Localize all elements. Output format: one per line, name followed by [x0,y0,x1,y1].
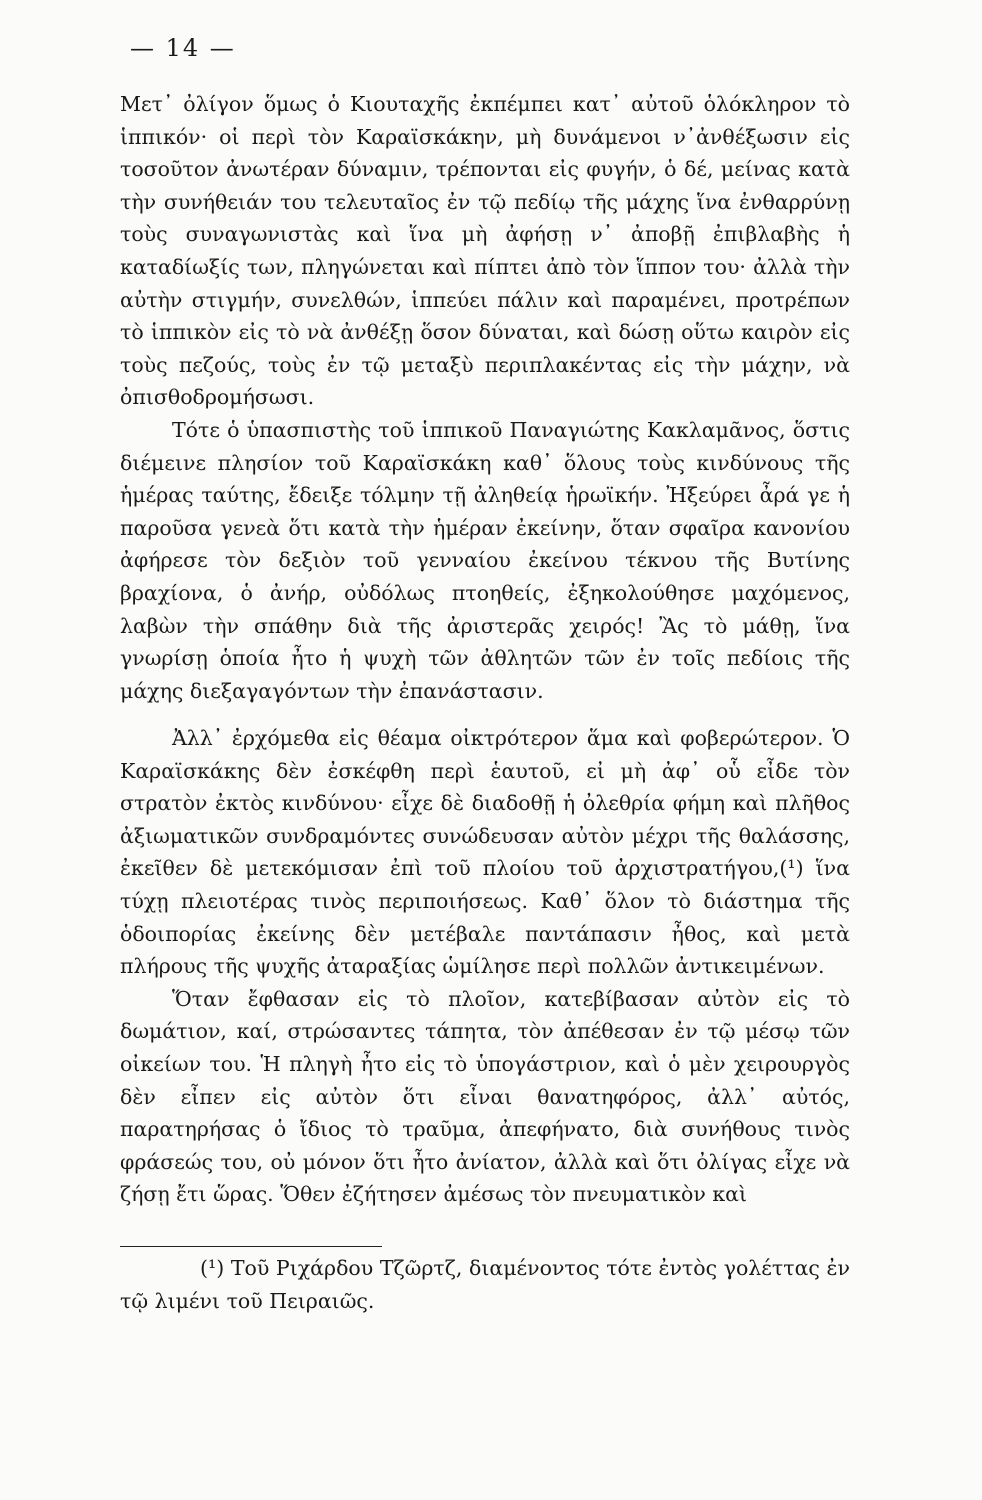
footnote-1: (¹) Τοῦ Ριχάρδου Τζῶρτζ, διαμένοντος τότε ἐντὸς γολέττας ἐν τῷ λιμένι τοῦ Πειραιῶς. [120,1256,850,1313]
body-text-lower [120,722,850,1211]
paragraph-2: Τότε ὁ ὑπασπιστὴς τοῦ ἱππικοῦ Παναγιώτης Κακλαμᾶνος, ὅστις διέμεινε πλησίον τοῦ Καραϊσκάκη καθ᾽ ὅλους τοὺς κινδύνους τῆς ἡμέρας ταύτης, ἔδειξε τόλμην τῇ ἀληθείᾳ ἡρωϊκήν. Ἠξεύρει ἆρά γε ἡ παροῦσα γενεὰ ὅτι κατὰ τὴν ἡμέραν ἐκείνην, ὅταν σφαῖρα κανονίου ἀφήρεσε τὸν δεξιὸν τοῦ γενναίου ἐκείνου τέκνου τῆς Βυτίνης βραχίονα, ὁ ἀνήρ, οὐδόλως πτοηθείς, ἐξηκολούθησε μαχόμενος, λαβὼν τὴν σπάθην διὰ τῆς ἀριστερᾶς χειρός! Ἂς τὸ μάθῃ, ἵνα γνωρίσῃ ὁποία ἦτο ἡ ψυχὴ τῶν ἀθλητῶν τῶν ἐν τοῖς πεδίοις τῆς μάχης διεξαγαγόντων τὴν ἐπανάστασιν. [120,417,850,703]
paragraph-3: Ἀλλ᾽ ἐρχόμεθα εἰς θέαμα οἰκτρότερον ἅμα καὶ φοβερώτερον. Ὁ Καραϊσκάκης δὲν ἐσκέφθη περὶ ἑαυτοῦ, εἰ μὴ ἀφ᾽ οὗ εἶδε τὸν στρατὸν ἐκτὸς κινδύνου· εἶχε δὲ διαδοθῇ ἡ ὀλεθρία φήμη καὶ πλῆθος ἀξιωματικῶν συνδραμόντες συνώδευσαν αὐτὸν μέχρι τῆς θαλάσσης, ἐκεῖθεν δὲ μετεκόμισαν ἐπὶ τοῦ πλοίου τοῦ ἀρχιστρατήγου,(¹) ἵνα τύχῃ πλειοτέρας τινὸς περιποιήσεως. Καθ᾽ ὅλον τὸ διάστημα τῆς ὁδοιπορίας ἐκείνης δὲν μετέβαλε παντάπασιν ἦθος, καὶ μετὰ πλήρους τῆς ψυχῆς ἀταραξίας ὡμίλησε περὶ πολλῶν ἀντικειμένων. [120,726,850,979]
footnotes [120,1252,850,1318]
footnote-divider [120,1246,382,1247]
page-number: — 14 — [130,34,236,62]
paragraph-4: Ὅταν ἔφθασαν εἰς τὸ πλοῖον, κατεβίβασαν αὐτὸν εἰς τὸ δωμάτιον, καί, στρώσαντες τάπητα, τὸν ἀπέθεσαν ἐν τῷ μέσῳ τῶν οἰκείων του. Ἡ πληγὴ ἦτο εἰς τὸ ὑπογάστριον, καὶ ὁ μὲν χειρουργὸς δὲν εἶπεν εἰς αὐτὸν ὅτι εἶναι θανατηφόρος, ἀλλ᾽ αὐτός, παρατηρήσας ὁ ἴδιος τὸ τραῦμα, ἀπεφήνατο, διὰ συνήθους τινὸς φράσεώς του, οὐ μόνον ὅτι ἦτο ἀνίατον, ἀλλὰ καὶ ὅτι ὀλίγας εἶχε νὰ ζήσῃ ἔτι ὥρας. Ὅθεν ἐζήτησεν ἀμέσως τὸν πνευματικὸν καὶ [120,986,850,1207]
body-text-upper [120,88,850,707]
paragraph-1: Μετ᾽ ὀλίγον ὅμως ὁ Κιουταχῆς ἐκπέμπει κατ᾽ αὐτοῦ ὁλόκληρον τὸ ἱππικόν· οἱ περὶ τὸν Καραϊσκάκην, μὴ δυνάμενοι ν᾽ἀνθέξωσιν εἰς τοσοῦτον ἀνωτέραν δύναμιν, τρέπονται εἰς φυγήν, ὁ δέ, μείνας κατὰ τὴν συνήθειάν του τελευταῖος ἐν τῷ πεδίῳ τῆς μάχης ἵνα ἐνθαρρύνῃ τοὺς συναγωνιστὰς καὶ ἵνα μὴ ἀφήσῃ ν᾽ ἀποβῇ ἐπιβλαβὴς ἡ καταδίωξίς των, πληγώνεται καὶ πίπτει ἀπὸ τὸν ἵππον του· ἀλλὰ τὴν αὐτὴν στιγμήν, συνελθών, ἱππεύει πάλιν καὶ παραμένει, προτρέπων τὸ ἱππικὸν εἰς τὸ νὰ ἀνθέξῃ ὅσον δύναται, καὶ δώσῃ οὕτω καιρὸν εἰς τοὺς πεζούς, τοὺς ἐν τῷ μεταξὺ περιπλακέντας εἰς τὴν μάχην, νὰ ὀπισθοδρομήσωσι. [120,92,850,410]
